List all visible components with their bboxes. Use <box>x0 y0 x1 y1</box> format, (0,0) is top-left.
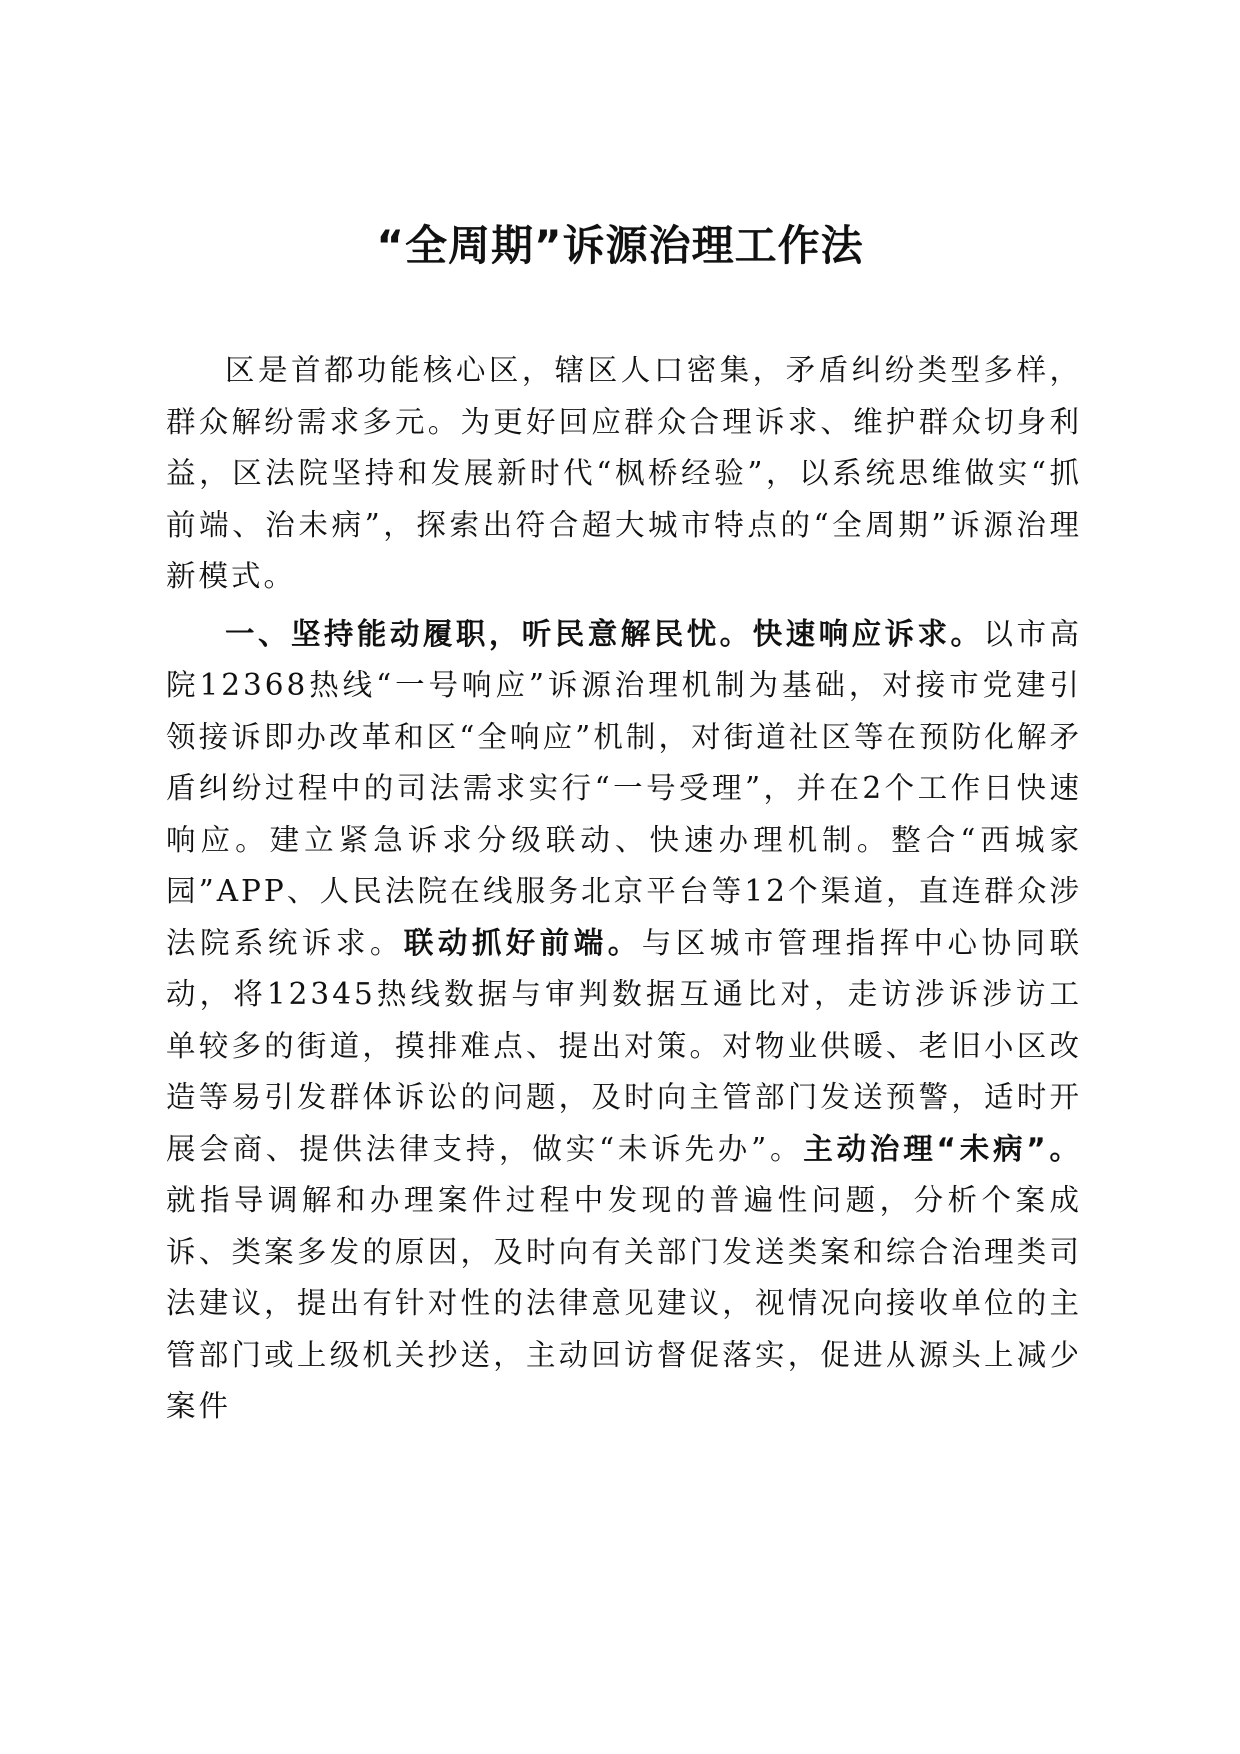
section-1-text-frontend: 与区城市管理指挥中心协同联动，将12345热线数据与审判数据互通比对，走访涉诉涉访工单较多的街道，摸排难点、提出对策。对物业供暖、老旧小区改造等易引发群体诉讼的问题，及时向主管部门发送预警，适时开展会商、提供法律支持，做实“未诉先办”。 <box>166 925 1082 1166</box>
document-title: “全周期”诉源治理工作法 <box>376 221 864 270</box>
section-1-text-prevention: 就指导调解和办理案件过程中发现的普遍性问题，分析个案成诉、类案多发的原因，及时向有关部门发送类案和综合治理类司法建议，提出有针对性的法律意见建议，视情况向接收单位的主管部门或上级机关抄送，主动回访督促落实，促进从源头上减少案件 <box>166 1183 1082 1423</box>
section-1-subtitle-prevention: 主动治理“未病”。 <box>803 1131 1082 1166</box>
document-body <box>166 345 1082 1433</box>
section-1-subtitle-response: 快速响应诉求。 <box>752 616 984 651</box>
section-1-paragraph <box>166 609 1082 1433</box>
section-1-heading: 一、坚持能动履职，听民意解民忧。 <box>225 616 753 651</box>
section-1-text-response: 以市高院12368热线“一号响应”诉源治理机制为基础，对接市党建引领接诉即办改革和区“全响应”机制，对街道社区等在预防化解矛盾纠纷过程中的司法需求实行“一号受理”，并在2个工作日快速响应。建立紧急诉求分级联动、快速办理机制。整合“西城家园”APP、人民法院在线服务北京平台等12个渠道，直连群众涉法院系统诉求。 <box>166 616 1082 960</box>
section-1-subtitle-frontend: 联动抓好前端。 <box>403 925 642 960</box>
intro-paragraph: 区是首都功能核心区，辖区人口密集，矛盾纠纷类型多样，群众解纷需求多元。为更好回应群众合理诉求、维护群众切身利益，区法院坚持和发展新时代“枫桥经验”，以系统思维做实“抓前端、治未病”，探索出符合超大城市特点的“全周期”诉源治理新模式。 <box>166 353 1082 593</box>
